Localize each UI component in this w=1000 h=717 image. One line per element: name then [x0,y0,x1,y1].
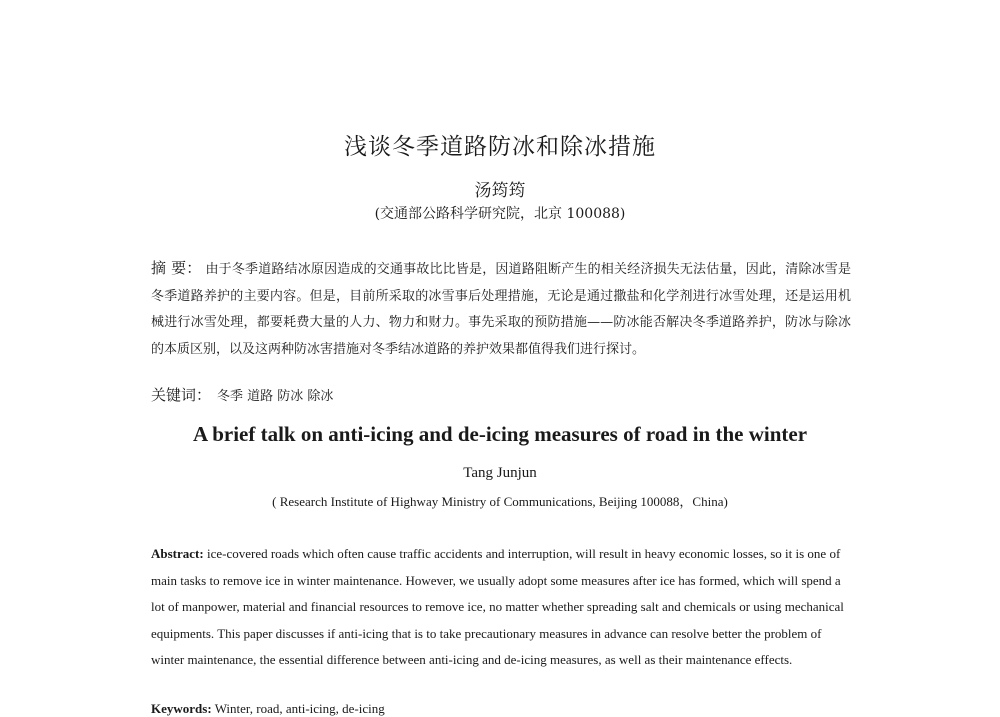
english-author: Tang Junjun [463,465,537,481]
chinese-abstract-label: 摘 要： [151,259,202,277]
chinese-author: 汤筠筠 [474,181,526,201]
english-keywords-text: Winter, road, anti-icing, de-icing [214,701,385,716]
english-abstract-label: Abstract: [151,546,204,561]
chinese-keywords-label: 关键词： [151,386,212,404]
chinese-affiliation: (交通部公路科学研究院，北京 100088) [374,206,626,222]
english-abstract-text: ice-covered roads which often cause traffic accidents and interruption, will result in heavy economic losses, so it is one of main tasks to remove ice in winter maintenance. However, we usually adopt some measures after ice has formed, which will spend a lot of manpower, material and financial resources to remove ice, no matter whether spreading salt and chemicals or using mechanical equipments. This paper discusses if anti-icing that is to take precautionary measures in advance can resolve better the problem of winter maintenance, the essential difference between anti-icing and de-icing measures, as well as their maintenance effects. [151,546,844,667]
english-abstract [151,541,856,674]
chinese-title: 浅谈冬季道路防冰和除冰措施 [344,134,656,160]
chinese-keywords [151,384,851,405]
chinese-abstract [151,255,851,363]
english-keywords-label: Keywords: [151,701,212,716]
english-keywords [151,701,851,717]
english-title: A brief talk on anti-icing and de-icing measures of road in the winter [192,422,808,446]
chinese-keywords-text: 冬季 道路 防冰 除冰 [217,389,334,404]
english-affiliation: ( Research Institute of Highway Ministry of Communications, Beijing 100088，China) [272,494,728,509]
chinese-abstract-text: 由于冬季道路结冰原因造成的交通事故比比皆是，因道路阻断产生的相关经济损失无法估量，因此，清除冰雪是冬季道路养护的主要内容。但是，目前所采取的冰雪事后处理措施，无论是通过撒盐和化学剂进行冰雪处理，还是运用机械进行冰雪处理，都要耗费大量的人力、物力和财力。事先采取的预防措施——防冰能否解决冬季道路养护，防冰与除冰的本质区别，以及这两种防冰害措施对冬季结冰道路的养护效果都值得我们进行探讨。 [151,262,851,357]
